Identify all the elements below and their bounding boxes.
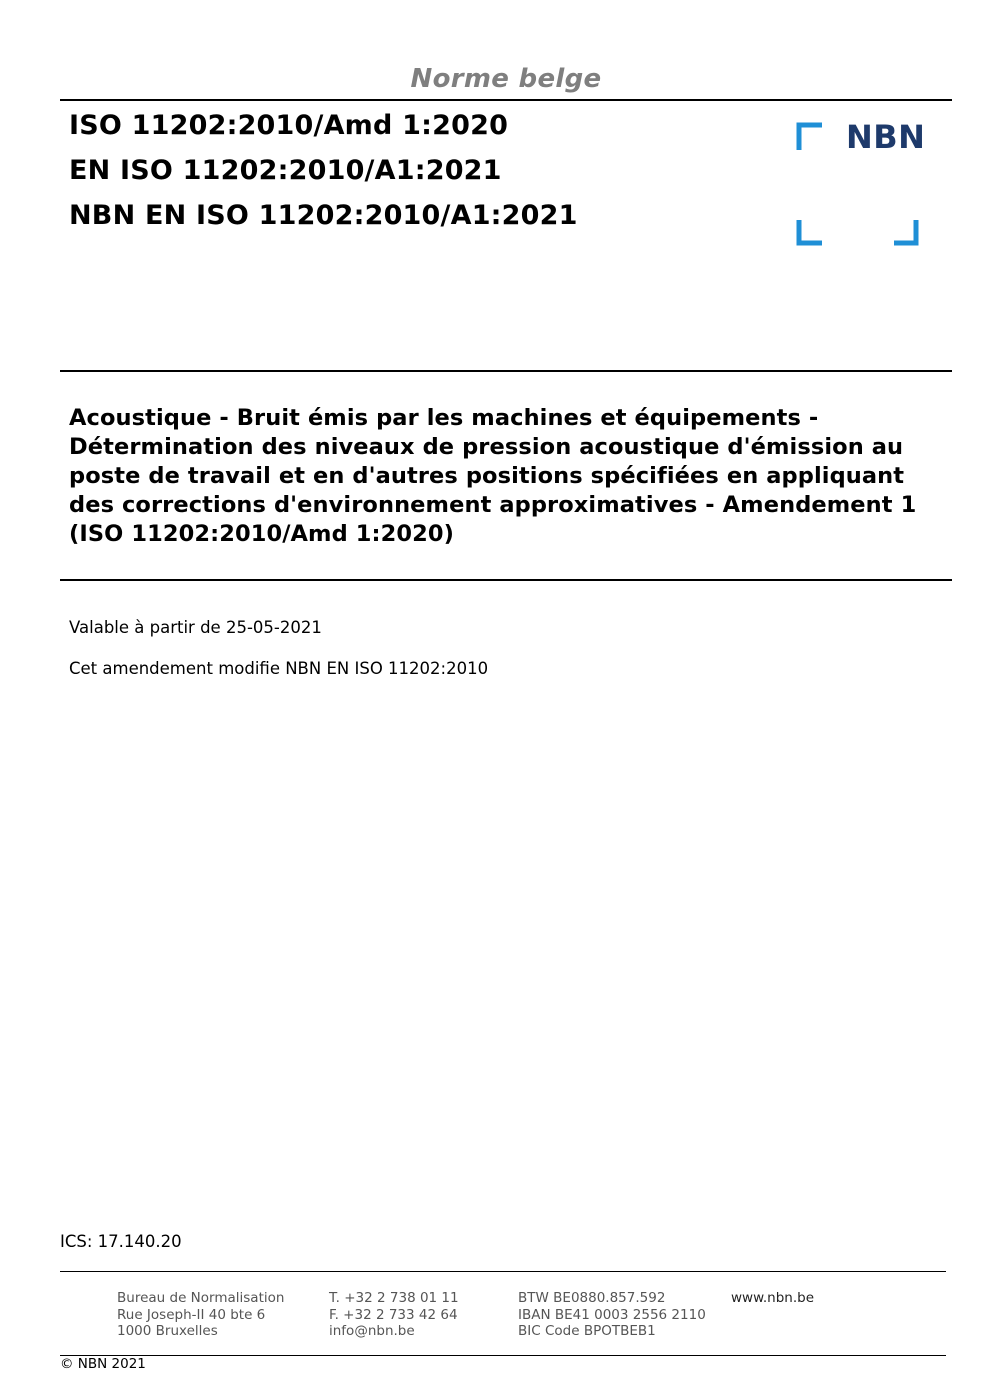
nbn-logo-text: NBN bbox=[846, 118, 926, 156]
document-title: Acoustique - Bruit émis par les machines et équipements - Détermination des niveaux de pression acoustique d'émission au poste de travail et en d'autres positions spécifiées en appliquant des corrections d'environnement approximatives - Amendement 1 (ISO 11202:2010/Amd 1:2020) bbox=[69, 405, 917, 547]
document-type-label: Norme belge bbox=[410, 64, 602, 94]
top-divider bbox=[60, 99, 952, 101]
title-top-divider bbox=[60, 370, 952, 372]
bic-code: BIC Code BPOTBEB1 bbox=[518, 1323, 656, 1339]
vat-number: BTW BE0880.857.592 bbox=[518, 1290, 666, 1306]
title-bottom-divider bbox=[60, 579, 952, 581]
nbn-standard-number: NBN EN ISO 11202:2010/A1:2021 bbox=[69, 200, 578, 231]
footer-contact bbox=[329, 1290, 459, 1340]
address-line: Bureau de Normalisation bbox=[117, 1290, 285, 1306]
iban-number: IBAN BE41 0003 2556 2110 bbox=[518, 1306, 706, 1323]
address-line: Rue Joseph-II 40 bte 6 bbox=[117, 1306, 266, 1323]
footer-top-divider bbox=[60, 1271, 946, 1272]
phone-number: T. +32 2 738 01 11 bbox=[329, 1290, 459, 1306]
validity-date: Valable à partir de 25-05-2021 bbox=[69, 618, 322, 637]
copyright-notice: © NBN 2021 bbox=[60, 1356, 146, 1372]
amendment-note: Cet amendement modifie NBN EN ISO 11202:2010 bbox=[69, 659, 489, 678]
ics-code: ICS: 17.140.20 bbox=[60, 1232, 182, 1251]
fax-number: F. +32 2 733 42 64 bbox=[329, 1306, 458, 1323]
en-standard-number: EN ISO 11202:2010/A1:2021 bbox=[69, 155, 502, 186]
footer-bank-details bbox=[518, 1290, 706, 1340]
footer-address bbox=[117, 1290, 284, 1340]
address-line: 1000 Bruxelles bbox=[117, 1323, 218, 1339]
iso-standard-number: ISO 11202:2010/Amd 1:2020 bbox=[69, 110, 509, 141]
website-link[interactable]: www.nbn.be bbox=[731, 1290, 815, 1306]
footer-bottom-divider bbox=[60, 1355, 946, 1356]
email-link[interactable]: info@nbn.be bbox=[329, 1323, 415, 1339]
